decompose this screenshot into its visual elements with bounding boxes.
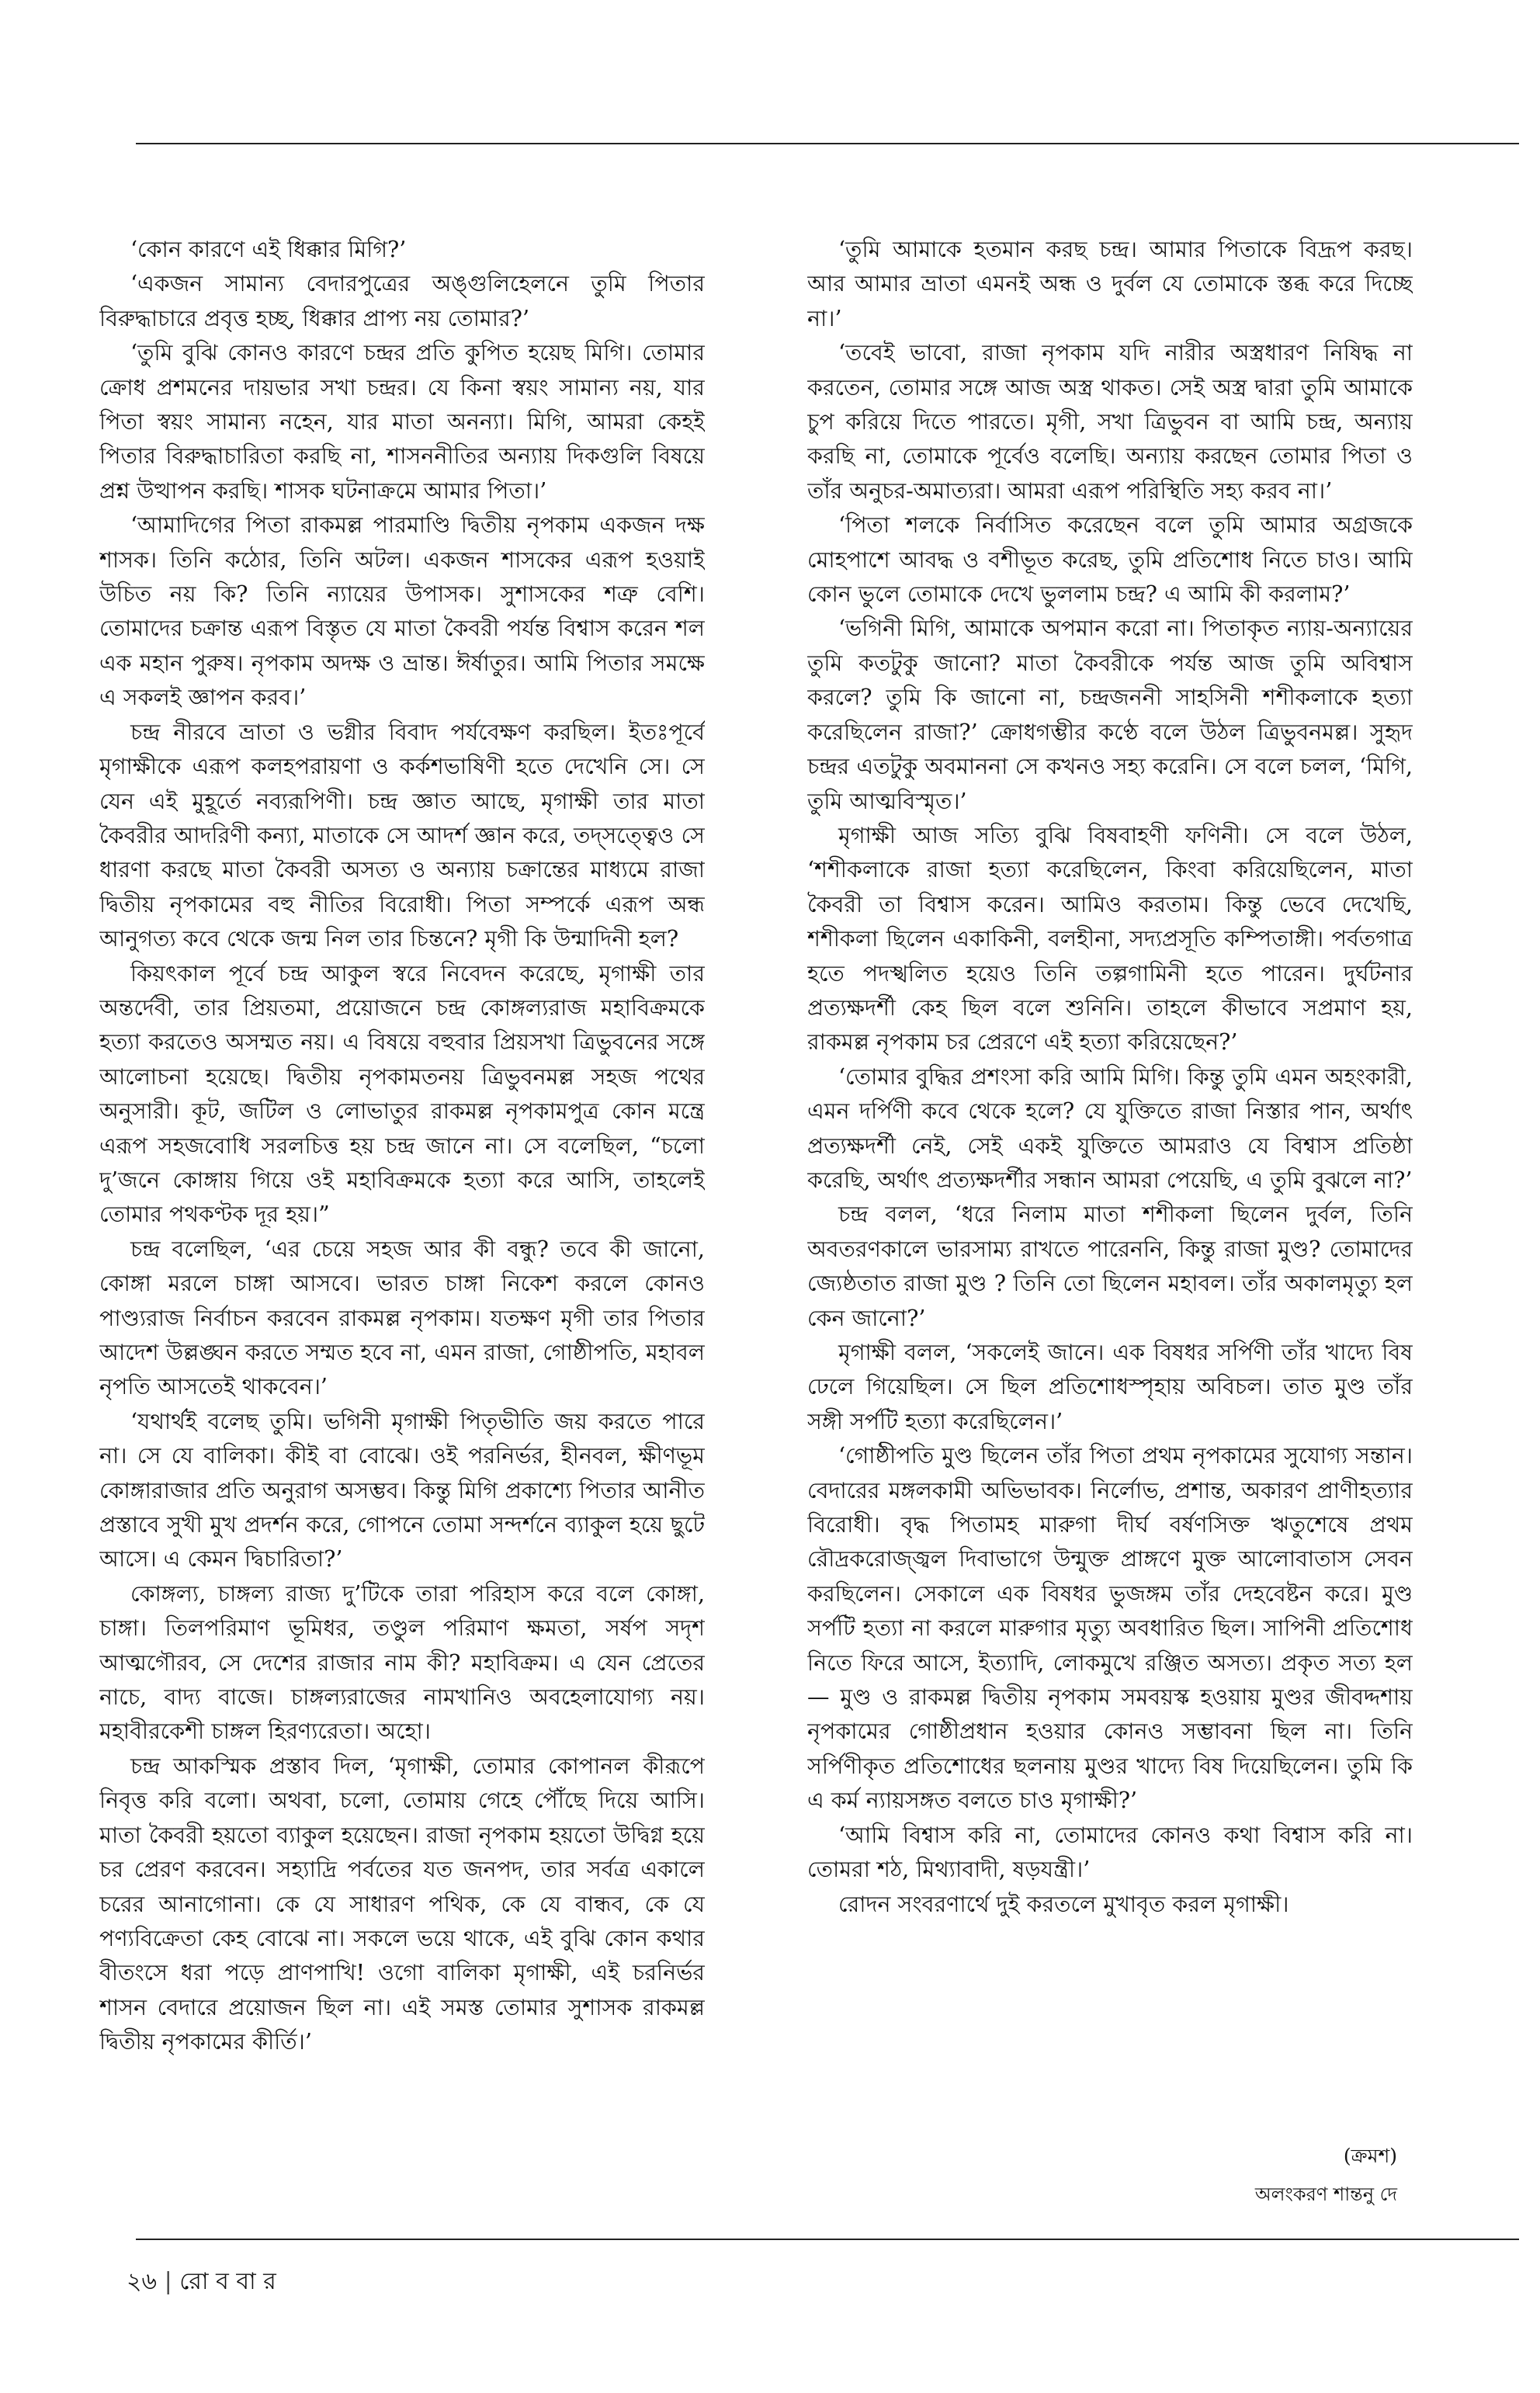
- paragraph: কিয়ৎকাল পূর্বে চন্দ্র আকুল স্বরে নিবেদন করেছে, মৃগাক্ষী তার অন্তর্দেবী, তার প্রিয়তমা, প্রয়োজনে চন্দ্র কোঙ্গল্যরাজ মহাবিক্রমকে হত্যা করতেও অসম্মত নয়। এ বিষয়ে বহুবার প্রিয়সখা ত্রিভুবনের সঙ্গে আলোচনা হয়েছে। দ্বিতীয় নৃপকামতনয় ত্রিভুবনমল্ল সহজ পথের অনুসারী। কূট, জটিল ও লোভাতুর রাকমল্ল নৃপকামপুত্র কোন মন্ত্রে এরূপ সহজবোধি সরলচিত্ত হয় চন্দ্র জানে না। সে বলেছিল, “চলো দু’জনে কোঙ্গায় গিয়ে ওই মহাবিক্রমকে হত্যা করে আসি, তাহলেই তোমার পথকণ্টক দূর হয়।”: [99, 960, 705, 1228]
- paragraph: ‘তুমি আমাকে হতমান করছ চন্দ্র। আমার পিতাকে বিদ্রূপ করছ। আর আমার ভ্রাতা এমনই অন্ধ ও দুর্বল যে তোমাকে স্তব্ধ করে দিচ্ছে না।’: [807, 237, 1413, 331]
- paragraph: ‘গোষ্ঠীপতি মুণ্ড ছিলেন তাঁর পিতা প্রথম নৃপকামের সুযোগ্য সন্তান। বেদারের মঙ্গলকামী অভিভাবক। নির্লোভ, প্রশান্ত, অকারণ প্রাণীহত্যার বিরোধী। বৃদ্ধ পিতামহ মারুগা দীর্ঘ বর্ষণসিক্ত ঋতুশেষে প্রথম রৌদ্রকরোজ্জ্বল দিবাভাগে উন্মুক্ত প্রাঙ্গণে মুক্ত আলোবাতাস সেবন করছিলেন। সেকালে এক বিষধর ভুজঙ্গম তাঁর দেহবেষ্টন করে। মুণ্ড সর্পটি হত্যা না করলে মারুগার মৃত্যু অবধারিত ছিল। সাপিনী প্রতিশোধ নিতে ফিরে আসে, ইত্যাদি, লোকমুখে রঞ্জিত অসত্য। প্রকৃত সত্য হল— মুণ্ড ও রাকমল্ল দ্বিতীয় নৃপকাম সমবয়স্ক হওয়ায় মুণ্ডর জীবদ্দশায় নৃপকামের গোষ্ঠীপ্রধান হওয়ার কোনও সম্ভাবনা ছিল না। তিনি সর্পিণীকৃত প্রতিশোধের ছলনায় মুণ্ডর খাদ্যে বিষ দিয়েছিলেন। তুমি কি এ কর্ম ন্যায়সঙ্গত বলতে চাও মৃগাক্ষী?’: [807, 1443, 1413, 1814]
- paragraph: রোদন সংবরণার্থে দুই করতলে মুখাবৃত করল মৃগাক্ষী।: [838, 1891, 1289, 1917]
- paragraph: ‘তুমি বুঝি কোনও কারণে চন্দ্রর প্রতি কুপিত হয়েছ মিগি। তোমার ক্রোধ প্রশমনের দায়ভার সখা চন্দ্রর। যে কিনা স্বয়ং সামান্য নয়, যার পিতা স্বয়ং সামান্য নহেন, যার মাতা অনন্যা। মিগি, আমরা কেহই পিতার বিরুদ্ধাচারিতা করছি না, শাসননীতির অন্যায় দিকগুলি বিষয়ে প্রশ্ন উত্থাপন করছি। শাসক ঘটনাক্রমে আমার পিতা।’: [99, 340, 705, 504]
- paragraph: চন্দ্র নীরবে ভ্রাতা ও ভগ্নীর বিবাদ পর্যবেক্ষণ করছিল। ইতঃপূর্বে মৃগাক্ষীকে এরূপ কলহপরায়ণা ও কর্কশভাষিণী হতে দেখেনি সে। সে যেন এই মুহূর্তে নব্যরূপিণী। চন্দ্র জ্ঞাত আছে, মৃগাক্ষী তার মাতা কৈবরীর আদরিণী কন্যা, মাতাকে সে আদর্শ জ্ঞান করে, তদ্‌সত্ত্বেও সে ধারণা করছে মাতা কৈবরী অসত্য ও অন্যায় চক্রান্তের মাধ্যমে রাজা দ্বিতীয় নৃপকামের বহু নীতির বিরোধী। পিতা সম্পর্কে এরূপ অন্ধ আনুগত্য কবে থেকে জন্ম নিল তার চিন্তনে? মৃগী কি উন্মাদিনী হল?: [99, 719, 705, 952]
- paragraph: ‘আমাদিগের পিতা রাকমল্ল পারমাণ্ডি দ্বিতীয় নৃপকাম একজন দক্ষ শাসক। তিনি কঠোর, তিনি অটল। একজন শাসকের এরূপ হওয়াই উচিত নয় কি? তিনি ন্যায়ের উপাসক। সুশাসকের শত্রু বেশি। তোমাদের চক্রান্ত এরূপ বিস্তৃত যে মাতা কৈবরী পর্যন্ত বিশ্বাস করেন শল এক মহান পুরুষ। নৃপকাম অদক্ষ ও ভ্রান্ত। ঈর্ষাতুর। আমি পিতার সমক্ষে এ সকলই জ্ঞাপন করব।’: [99, 512, 705, 711]
- page-footer: [127, 2266, 276, 2298]
- paragraph: ‘একজন সামান্য বেদারপুত্রের অঙ্গুলিহেলনে তুমি পিতার বিরুদ্ধাচারে প্রবৃত্ত হচ্ছ, ধিক্কার প্রাপ্য নয় তোমার?’: [99, 271, 705, 331]
- header-rule: [136, 143, 1519, 144]
- page-number: ২৬: [127, 2268, 158, 2295]
- paragraph: ‘যথার্থই বলেছ তুমি। ভগিনী মৃগাক্ষী পিতৃভীতি জয় করতে পারে না। সে যে বালিকা। কীই বা বোঝে। ওই পরনির্ভর, হীনবল, ক্ষীণভূম কোঙ্গারাজার প্রতি অনুরাগ অসম্ভব। কিন্তু মিগি প্রকাশ্যে পিতার আনীত প্রস্তাবে সুখী মুখ প্রদর্শন করে, গোপনে তোমা সন্দর্শনে ব্যাকুল হয়ে ছুটে আসে। এ কেমন দ্বিচারিতা?’: [99, 1408, 705, 1573]
- paragraph: ‘ভগিনী মিগি, আমাকে অপমান করো না। পিতাকৃত ন্যায়-অন্যায়ের তুমি কতটুকু জানো? মাতা কৈবরীকে পর্যন্ত আজ তুমি অবিশ্বাস করলে? তুমি কি জানো না, চন্দ্রজননী সাহসিনী শশীকলাকে হত্যা করেছিলেন রাজা?’ ক্রোধগম্ভীর কণ্ঠে বলে উঠল ত্রিভুবনমল্ল। সুহৃদ চন্দ্রর এতটুকু অবমাননা সে কখনও সহ্য করেনি। সে বলে চলল, ‘মিগি, তুমি আত্মবিস্মৃত।’: [807, 616, 1413, 814]
- illustration-credit: অলংকরণ শান্তনু দে: [1254, 2183, 1397, 2205]
- paragraph: ‘পিতা শলকে নির্বাসিত করেছেন বলে তুমি আমার অগ্রজকে মোহপাশে আবদ্ধ ও বশীভূত করেছ, তুমি প্রতিশোধ নিতে চাও। আমি কোন ভুলে তোমাকে দেখে ভুললাম চন্দ্র? এ আমি কী করলাম?’: [807, 512, 1413, 608]
- paragraph: কোঙ্গল্য, চাঙ্গল্য রাজ্য দু’টিকে তারা পরিহাস করে বলে কোঙ্গা, চাঙ্গা। তিলপরিমাণ ভূমিধর, তণ্ডুল পরিমাণ ক্ষমতা, সর্ষপ সদৃশ আত্মগৌরব, সে দেশের রাজার নাম কী? মহাবিক্রম। এ যেন প্রেতের নাচে, বাদ্য বাজে। চাঙ্গল্যরাজের নামখানিও অবহেলাযোগ্য নয়। মহাবীরকেশী চাঙ্গল হিরণ্যরেতা। অহো।: [99, 1580, 705, 1745]
- paragraph: মৃগাক্ষী বলল, ‘সকলেই জানে। এক বিষধর সর্পিণী তাঁর খাদ্যে বিষ ঢেলে গিয়েছিল। সে ছিল প্রতিশোধস্পৃহায় অবিচল। তাত মুণ্ড তাঁর সঙ্গী সর্পটি হত্যা করেছিলেন।’: [807, 1340, 1413, 1434]
- paragraph: চন্দ্র আকস্মিক প্রস্তাব দিল, ‘মৃগাক্ষী, তোমার কোপানল কীরূপে নিবৃত্ত করি বলো। অথবা, চলো, তোমায় গেহে পৌঁছে দিয়ে আসি। মাতা কৈবরী হয়তো ব্যাকুল হয়েছেন। রাজা নৃপকাম হয়তো উদ্বিগ্ন হয়ে চর প্রেরণ করবেন। সহ্যাদ্রি পর্বতের যত জনপদ, তার সর্বত্র একালে চরের আনাগোনা। কে যে সাধারণ পথিক, কে যে বান্ধব, কে যে পণ্যবিক্রেতা কেহ বোঝে না। সকলে ভয়ে থাকে, এই বুঝি কোন কথার বীতংসে ধরা পড়ে প্রাণপাখি! ওগো বালিকা মৃগাক্ষী, এই চরনির্ভর শাসন বেদারে প্রয়োজন ছিল না। এই সমস্ত তোমার সুশাসক রাকমল্ল দ্বিতীয় নৃপকামের কীর্তি।’: [99, 1753, 705, 2055]
- footer-rule: [136, 2239, 1519, 2240]
- to-be-continued: (ক্রমশ): [1343, 2145, 1397, 2167]
- left-column: [99, 233, 705, 2220]
- paragraph: মৃগাক্ষী আজ সত্যি বুঝি বিষবাহণী ফণিনী। সে বলে উঠল, ‘শশীকলাকে রাজা হত্যা করেছিলেন, কিংবা করিয়েছিলেন, মাতা কৈবরী তা বিশ্বাস করেন। আমিও করতাম। কিন্তু ভেবে দেখেছি, শশীকলা ছিলেন একাকিনী, বলহীনা, সদ্যপ্রসূতি কম্পিতাঙ্গী। পর্বতগাত্র হতে পদস্খলিত হয়েও তিনি তল্পগামিনী হতে পারেন। দুর্ঘটনার প্রত্যক্ষদর্শী কেহ ছিল বলে শুনিনি। তাহলে কীভাবে সপ্রমাণ হয়, রাকমল্ল নৃপকাম চর প্রেরণে এই হত্যা করিয়েছেন?’: [807, 822, 1413, 1056]
- paragraph: চন্দ্র বলেছিল, ‘এর চেয়ে সহজ আর কী বন্ধু? তবে কী জানো, কোঙ্গা মরলে চাঙ্গা আসবে। ভারত চাঙ্গা নিকেশ করলে কোনও পাণ্ড্যরাজ নির্বাচন করবেন রাকমল্ল নৃপকাম। যতক্ষণ মৃগী তার পিতার আদেশ উল্লঙ্ঘন করতে সম্মত হবে না, এমন রাজা, গোষ্ঠীপতি, মহাবল নৃপতি আসতেই থাকবেন।’: [99, 1236, 705, 1400]
- paragraph: ‘তোমার বুদ্ধির প্রশংসা করি আমি মিগি। কিন্তু তুমি এমন অহংকারী, এমন দর্পিণী কবে থেকে হলে? যে যুক্তিতে রাজা নিস্তার পান, অর্থাৎ প্রত্যক্ষদর্শী নেই, সেই একই যুক্তিতে আমরাও যে বিশ্বাস প্রতিষ্ঠা করেছি, অর্থাৎ প্রত্যক্ষদর্শীর সন্ধান আমরা পেয়েছি, এ তুমি বুঝলে না?’: [807, 1063, 1413, 1193]
- magazine-name: রো ব বা র: [179, 2268, 276, 2295]
- footer-separator: |: [164, 2268, 172, 2295]
- right-column: [807, 233, 1413, 2189]
- paragraph: ‘আমি বিশ্বাস করি না, তোমাদের কোনও কথা বিশ্বাস করি না। তোমরা শঠ, মিথ্যাবাদী, ষড়যন্ত্রী।’: [807, 1822, 1413, 1883]
- paragraph: ‘কোন কারণে এই ধিক্কার মিগি?’: [130, 237, 407, 262]
- paragraph: চন্দ্র বলল, ‘ধরে নিলাম মাতা শশীকলা ছিলেন দুর্বল, তিনি অবতরণকালে ভারসাম্য রাখতে পারেননি, কিন্তু রাজা মুণ্ড? তোমাদের জ্যেষ্ঠতাত রাজা মুণ্ড ? তিনি তো ছিলেন মহাবল। তাঁর অকালমৃত্যু হল কেন জানো?’: [807, 1202, 1413, 1331]
- paragraph: ‘তবেই ভাবো, রাজা নৃপকাম যদি নারীর অস্ত্রধারণ নিষিদ্ধ না করতেন, তোমার সঙ্গে আজ অস্ত্র থাকত। সেই অস্ত্র দ্বারা তুমি আমাকে চুপ করিয়ে দিতে পারতে। মৃগী, সখা ত্রিভুবন বা আমি চন্দ্র, অন্যায় করছি না, তোমাকে পূর্বেও বলেছি। অন্যায় করছেন তোমার পিতা ও তাঁর অনুচর-অমাত্যরা। আমরা এরূপ পরিস্থিতি সহ্য করব না।’: [807, 340, 1413, 504]
